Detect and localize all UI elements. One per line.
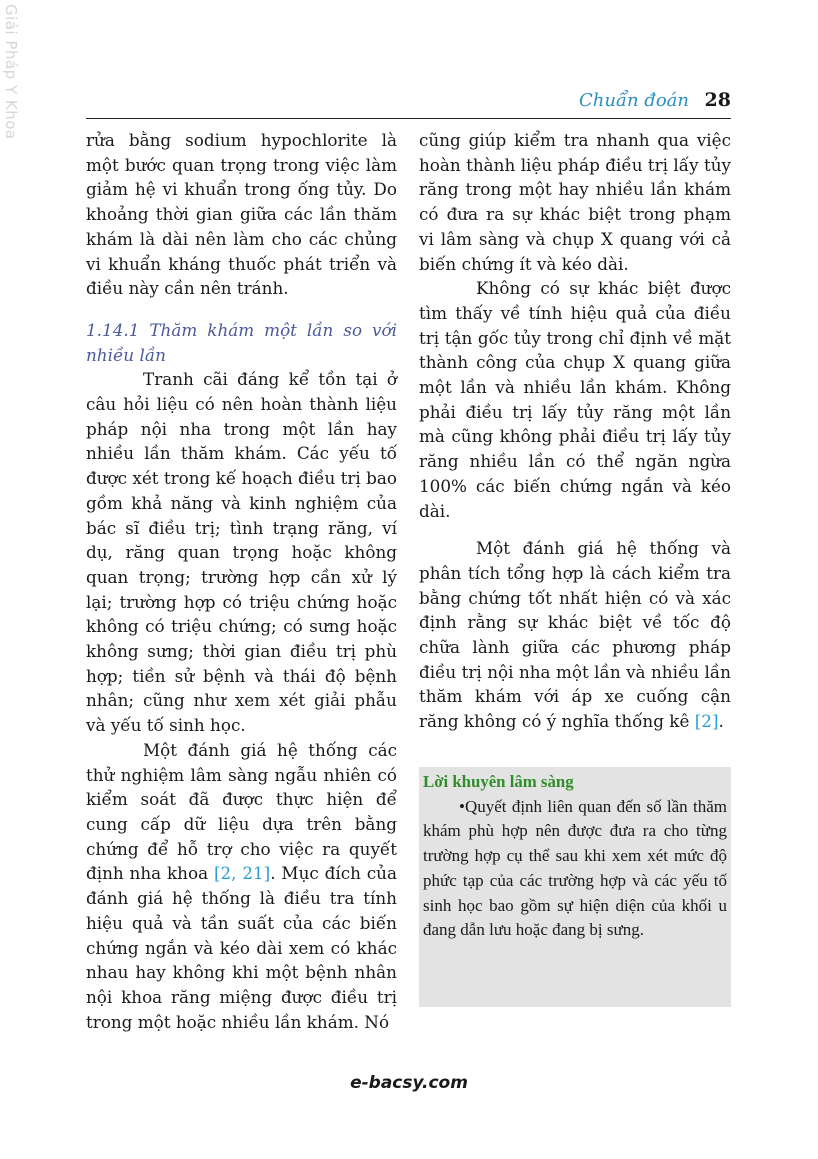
advice-title: Lời khuyên lâm sàng [423,772,574,791]
left-paragraph-1: rửa bằng sodium hypochlorite là một bước quan trọng trong việc làm giảm hệ vi khuẩn trong ống tủy. Do khoảng thời gian giữa các lần thăm khám là dài nên làm cho các chủng vi khuẩn kháng thuốc phát triển và điều này cần nên tránh. [86,130,397,299]
side-watermark [0,0,30,180]
footer-site: e-bacsy.com [350,1073,468,1093]
left-paragraph-3-text-a: Một đánh giá hệ thống các thử nghiệm lâm sàng ngẫu nhiên có kiểm soát đã được thực hiện để cung cấp dữ liệu dựa trên bằng chứng để hỗ trợ cho việc ra quyết định nha khoa [86,739,397,884]
watermark-text: Giải Pháp Y Khoa [2,4,20,140]
clinical-advice-box [419,767,731,1007]
right-paragraph-1: cũng giúp kiểm tra nhanh qua việc hoàn thành liệu pháp điều trị lấy tủy răng trong một hay nhiều lần khám có đưa ra sự khác biệt trong phạm vi lâm sàng và chụp X quang với cả biến chứng ít và kéo dài. [419,130,731,274]
right-paragraph-3 [419,536,731,734]
right-paragraph-2: Không có sự khác biệt được tìm thấy về tính hiệu quả của điều trị tận gốc tủy trong chỉ định về mặt thành công của chụp X quang giữa một lần và nhiều lần khám. Không phải điều trị lấy tủy răng một lần mà cũng không phải điều trị lấy tủy răng nhiều lần có thể ngăn ngừa 100% các biến chứng ngắn và kéo dài. [419,278,731,521]
section-heading: 1.14.1 Thăm khám một lần so với nhiều lần [86,319,397,365]
right-column [419,128,731,734]
left-column [86,128,397,1034]
page-header [86,86,731,119]
advice-text: •Quyết định liên quan đến số lần thăm khám phù hợp nên được đưa ra cho từng trường hợp cụ thể sau khi xem xét mức độ phức tạp của các trường hợp và các yếu tố sinh học bao gồm sự hiện diện của khối u đang dẫn lưu hoặc đang bị sưng. [423,796,727,940]
citation-link[interactable]: [2] [694,711,719,732]
citation-link[interactable]: [2, 21] [213,863,271,884]
left-paragraph-2: Tranh cãi đáng kể tồn tại ở câu hỏi liệu có nên hoàn thành liệu pháp nội nha trong một lần hay nhiều lần thăm khám. Các yếu tố được xét trong kế hoạch điều trị bao gồm khả năng và kinh nghiệm của bác sĩ điều trị; tình trạng răng, ví dụ, răng quan trọng hoặc không quan trọng; trường hợp cần xử lý lại; trường hợp có triệu chứng hoặc không có triệu chứng; có sưng hoặc không sưng; thời gian điều trị phù hợp; tiền sử bệnh và thái độ bệnh nhân; cũng như xem xét giải phẫu và yếu tố sinh học. [86,369,397,736]
left-paragraph-3-text-b: . Mục đích của đánh giá hệ thống là điều tra tính hiệu quả và tần suất của các biến chứng ngắn và kéo dài xem có khác nhau hay không khi một bệnh nhân nội khoa răng miệng được điều trị trong một hoặc nhiều lần khám. Nó [86,863,397,1032]
chapter-title: Chuẩn đoán [579,90,689,111]
page-number: 28 [704,89,731,111]
right-paragraph-3-text-b: . [718,711,724,732]
left-paragraph-3 [86,738,397,1034]
right-paragraph-3-text-a: Một đánh giá hệ thống và phân tích tổng hợp là cách kiểm tra bằng chứng tốt nhất hiện có và xác định rằng sự khác biệt về tốc độ chữa lành giữa các phương pháp điều trị nội nha một lần và nhiều lần thăm khám với áp xe cuống cận răng không có ý nghĩa thống kê [419,538,731,732]
